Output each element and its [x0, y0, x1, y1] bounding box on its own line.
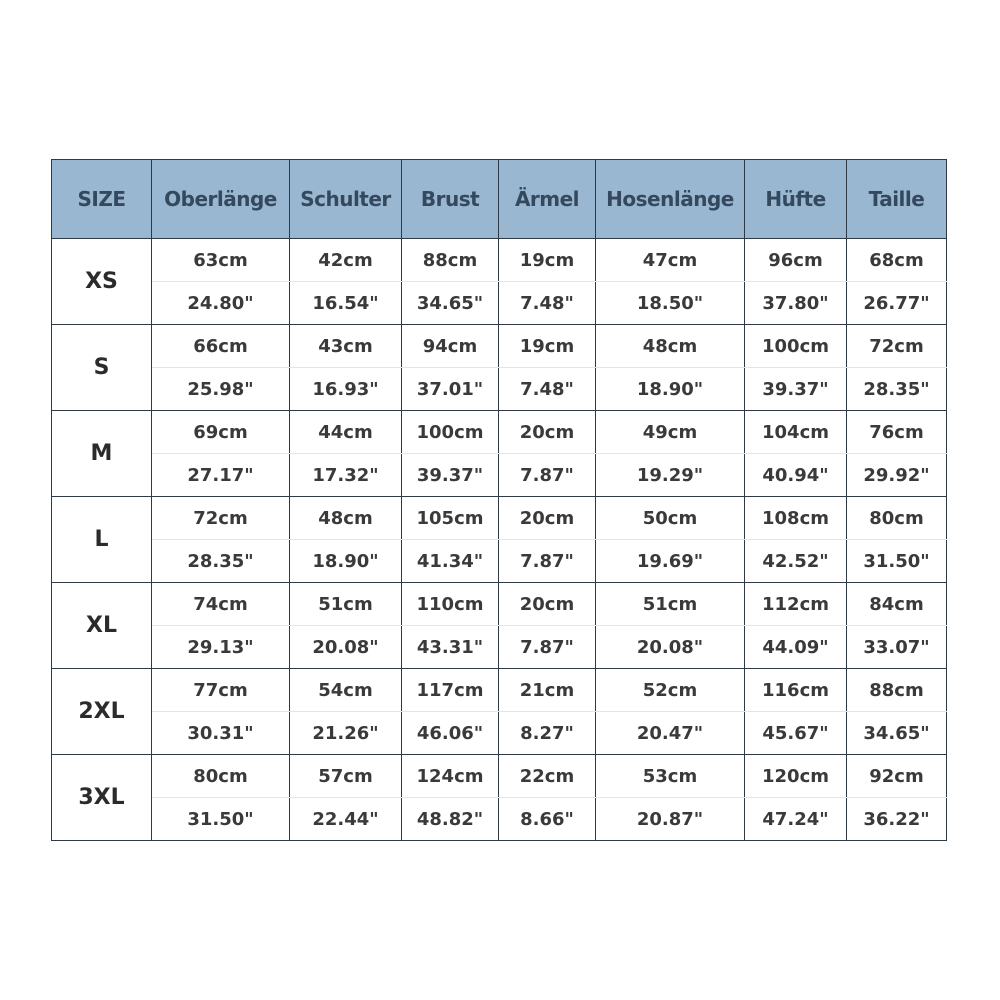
cell-schulter-inch: 21.26": [290, 712, 402, 755]
size-label: M: [52, 411, 152, 497]
header-taille: Taille: [847, 160, 947, 239]
cell-aermel-cm: 20cm: [499, 411, 596, 454]
cell-oberlaenge-inch: 25.98": [152, 368, 290, 411]
cell-hosenlaenge-inch: 18.50": [596, 282, 745, 325]
cell-schulter-inch: 17.32": [290, 454, 402, 497]
cell-brust-inch: 48.82": [402, 798, 499, 841]
cell-brust-inch: 34.65": [402, 282, 499, 325]
table-row-cm: [52, 755, 947, 798]
cell-oberlaenge-cm: 63cm: [152, 239, 290, 282]
cell-aermel-cm: 19cm: [499, 239, 596, 282]
cell-taille-cm: 68cm: [847, 239, 947, 282]
table-row-cm: [52, 411, 947, 454]
cell-brust-cm: 117cm: [402, 669, 499, 712]
cell-taille-cm: 92cm: [847, 755, 947, 798]
size-label: L: [52, 497, 152, 583]
size-label: XS: [52, 239, 152, 325]
size-chart-table: [51, 159, 947, 841]
cell-taille-cm: 88cm: [847, 669, 947, 712]
cell-oberlaenge-cm: 69cm: [152, 411, 290, 454]
header-row: [52, 160, 947, 239]
cell-brust-inch: 39.37": [402, 454, 499, 497]
table-row-inch: [52, 712, 947, 755]
header-schulter: Schulter: [290, 160, 402, 239]
cell-hosenlaenge-inch: 19.69": [596, 540, 745, 583]
cell-schulter-cm: 57cm: [290, 755, 402, 798]
cell-oberlaenge-inch: 28.35": [152, 540, 290, 583]
table-row-inch: [52, 454, 947, 497]
cell-huefte-inch: 44.09": [745, 626, 847, 669]
cell-hosenlaenge-cm: 47cm: [596, 239, 745, 282]
cell-hosenlaenge-cm: 50cm: [596, 497, 745, 540]
cell-schulter-cm: 43cm: [290, 325, 402, 368]
table-row-cm: [52, 669, 947, 712]
table-row-inch: [52, 368, 947, 411]
cell-hosenlaenge-cm: 53cm: [596, 755, 745, 798]
cell-hosenlaenge-inch: 20.08": [596, 626, 745, 669]
cell-oberlaenge-inch: 30.31": [152, 712, 290, 755]
cell-huefte-cm: 108cm: [745, 497, 847, 540]
cell-aermel-cm: 19cm: [499, 325, 596, 368]
cell-aermel-cm: 20cm: [499, 583, 596, 626]
cell-schulter-inch: 20.08": [290, 626, 402, 669]
cell-huefte-inch: 39.37": [745, 368, 847, 411]
cell-huefte-inch: 37.80": [745, 282, 847, 325]
cell-schulter-cm: 42cm: [290, 239, 402, 282]
cell-oberlaenge-inch: 27.17": [152, 454, 290, 497]
cell-schulter-inch: 16.54": [290, 282, 402, 325]
cell-brust-inch: 41.34": [402, 540, 499, 583]
cell-huefte-cm: 112cm: [745, 583, 847, 626]
table-row-inch: [52, 282, 947, 325]
cell-brust-cm: 110cm: [402, 583, 499, 626]
size-label: S: [52, 325, 152, 411]
cell-huefte-cm: 104cm: [745, 411, 847, 454]
table-row-inch: [52, 540, 947, 583]
cell-brust-cm: 105cm: [402, 497, 499, 540]
cell-huefte-cm: 120cm: [745, 755, 847, 798]
header-size: SIZE: [52, 160, 152, 239]
cell-taille-inch: 36.22": [847, 798, 947, 841]
cell-hosenlaenge-inch: 20.47": [596, 712, 745, 755]
header-oberlaenge: Oberlänge: [152, 160, 290, 239]
cell-hosenlaenge-cm: 51cm: [596, 583, 745, 626]
cell-taille-cm: 84cm: [847, 583, 947, 626]
cell-schulter-inch: 18.90": [290, 540, 402, 583]
cell-brust-cm: 124cm: [402, 755, 499, 798]
table-row-cm: [52, 583, 947, 626]
cell-schulter-cm: 54cm: [290, 669, 402, 712]
cell-aermel-inch: 7.48": [499, 368, 596, 411]
cell-aermel-inch: 7.48": [499, 282, 596, 325]
cell-schulter-cm: 48cm: [290, 497, 402, 540]
cell-aermel-inch: 7.87": [499, 454, 596, 497]
cell-schulter-inch: 22.44": [290, 798, 402, 841]
cell-taille-inch: 29.92": [847, 454, 947, 497]
cell-aermel-inch: 8.66": [499, 798, 596, 841]
cell-aermel-inch: 7.87": [499, 626, 596, 669]
cell-hosenlaenge-inch: 18.90": [596, 368, 745, 411]
cell-brust-cm: 94cm: [402, 325, 499, 368]
cell-taille-inch: 31.50": [847, 540, 947, 583]
table-row-inch: [52, 626, 947, 669]
cell-aermel-cm: 20cm: [499, 497, 596, 540]
table-row-inch: [52, 798, 947, 841]
cell-aermel-cm: 22cm: [499, 755, 596, 798]
header-hosenlaenge: Hosenlänge: [596, 160, 745, 239]
cell-taille-cm: 76cm: [847, 411, 947, 454]
cell-huefte-inch: 42.52": [745, 540, 847, 583]
cell-huefte-cm: 96cm: [745, 239, 847, 282]
cell-taille-inch: 28.35": [847, 368, 947, 411]
cell-brust-cm: 88cm: [402, 239, 499, 282]
cell-oberlaenge-cm: 72cm: [152, 497, 290, 540]
cell-taille-cm: 72cm: [847, 325, 947, 368]
cell-oberlaenge-inch: 29.13": [152, 626, 290, 669]
cell-huefte-inch: 40.94": [745, 454, 847, 497]
cell-schulter-cm: 44cm: [290, 411, 402, 454]
cell-oberlaenge-inch: 24.80": [152, 282, 290, 325]
cell-oberlaenge-inch: 31.50": [152, 798, 290, 841]
cell-brust-inch: 43.31": [402, 626, 499, 669]
cell-aermel-inch: 8.27": [499, 712, 596, 755]
cell-huefte-inch: 45.67": [745, 712, 847, 755]
header-aermel: Ärmel: [499, 160, 596, 239]
cell-hosenlaenge-inch: 19.29": [596, 454, 745, 497]
size-label: 3XL: [52, 755, 152, 841]
table-row-cm: [52, 239, 947, 282]
cell-brust-inch: 37.01": [402, 368, 499, 411]
header-brust: Brust: [402, 160, 499, 239]
cell-huefte-inch: 47.24": [745, 798, 847, 841]
cell-brust-cm: 100cm: [402, 411, 499, 454]
cell-oberlaenge-cm: 66cm: [152, 325, 290, 368]
header-huefte: Hüfte: [745, 160, 847, 239]
cell-huefte-cm: 116cm: [745, 669, 847, 712]
cell-brust-inch: 46.06": [402, 712, 499, 755]
cell-taille-inch: 33.07": [847, 626, 947, 669]
size-label: XL: [52, 583, 152, 669]
cell-schulter-inch: 16.93": [290, 368, 402, 411]
cell-oberlaenge-cm: 74cm: [152, 583, 290, 626]
cell-taille-inch: 26.77": [847, 282, 947, 325]
cell-aermel-cm: 21cm: [499, 669, 596, 712]
table-row-cm: [52, 325, 947, 368]
table-body: [52, 239, 947, 841]
cell-oberlaenge-cm: 77cm: [152, 669, 290, 712]
cell-aermel-inch: 7.87": [499, 540, 596, 583]
cell-schulter-cm: 51cm: [290, 583, 402, 626]
cell-huefte-cm: 100cm: [745, 325, 847, 368]
cell-taille-cm: 80cm: [847, 497, 947, 540]
cell-hosenlaenge-cm: 49cm: [596, 411, 745, 454]
cell-hosenlaenge-cm: 52cm: [596, 669, 745, 712]
cell-taille-inch: 34.65": [847, 712, 947, 755]
size-label: 2XL: [52, 669, 152, 755]
table-row-cm: [52, 497, 947, 540]
cell-hosenlaenge-cm: 48cm: [596, 325, 745, 368]
cell-oberlaenge-cm: 80cm: [152, 755, 290, 798]
cell-hosenlaenge-inch: 20.87": [596, 798, 745, 841]
